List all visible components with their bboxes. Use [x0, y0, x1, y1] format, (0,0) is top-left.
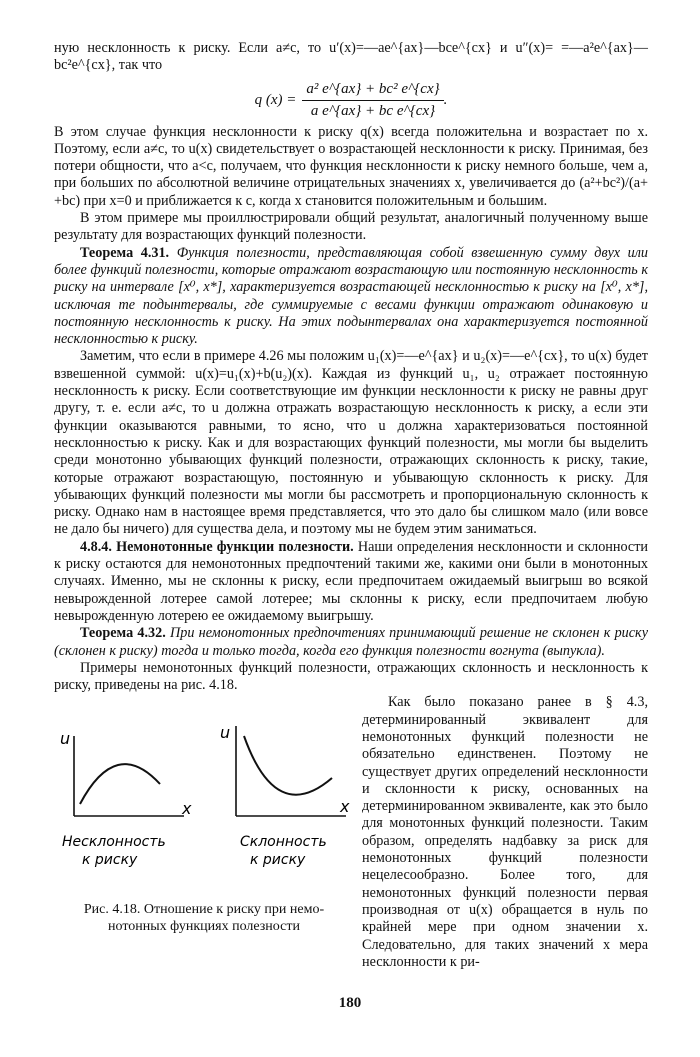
formula-end: . — [443, 91, 448, 108]
theorem-4-31-text: Функция полезности, представляющая собой взвешенную сумму двух или более функций полезности, которые отражают возрастающую или постоянную несклонность к риску на интервале [x⁰, x*], характеризуется возрастающей несклонностью к риску на [x⁰, x*], исключая те подынтервалы, где суммируемые с весами функции отражают одинаковую и постоянную несклонность к риску. На этих подынтервалах она характеризуется постоянной несклонностью к риску. — [54, 244, 648, 348]
formula-denominator: a e^{ax} + bc e^{cx} — [310, 102, 436, 119]
figure-4-18 — [54, 694, 354, 971]
formula-fraction — [302, 81, 443, 120]
right-plot-label-2: к риску — [250, 852, 306, 869]
paragraph-6: Как было показано ранее в § 4.3, детерминированный эквивалент для немонотонных функций полезности не обязательно единственен. Поэтому не существует других определений несклонности и склонности к риску, основанных на детерминированном эквиваленте, как это было для монотонных функций полезности. Таким образом, определять надбавку за риск для немонотонных функций полезности нецелесообразно. Более того, для немонотонных функций полезности первая производная от u(x) обращается в нуль по крайней мере при одном значении x. Следовательно, для таких значений x мера несклонности к ри- — [362, 694, 648, 970]
paragraph-3: В этом примере мы проиллюстрировали общий результат, аналогичный полученному выше результату для возрастающих функций полезности. — [54, 210, 648, 244]
page-number: 180 — [338, 995, 362, 1011]
section-4-8-4-text: Наши определения несклонности и склонности к риску остаются для немонотонных предпочтений такими же, какими они были в монотонных случаях. Именно, мы не склонны к риску, если предпочитаем ожидаемый выигрыш во всякой невырожденной лотерее самой лотерее; мы склонны к риску, если предпочитаем любую невырожденную лотерею ее ожидаемому выигрышу. — [54, 538, 649, 624]
concave-curve — [80, 765, 160, 805]
theorem-4-32-label: Теорема 4.32. — [80, 625, 166, 642]
paragraph-5: Примеры немонотонных функций полезности, отражающих склонность и несклонность к риску, приведены на рис. 4.18. — [54, 659, 648, 694]
right-axis-x-label: x — [340, 797, 350, 817]
paragraph-4: Заметим, что если в примере 4.26 мы положим u₁(x)=—e^{ax} и u₂(x)=—e^{cx}, то u(x) будет взвешенной суммой: u(x)=u₁(x)+b(u₂)(x). Каждая из функций u₁, u₂ отражает постоянную несклонность к риску. Если соответствующие им функции несклонности к риску не равны друг другу, т. е. если a≠c, то u должна отражать возрастающую несклонность к риску, а если эти функции оказываются равными, то ясно, что u должна характеризоваться постоянной несклонностью к риску. Как и для возрастающих функций полезности, мы могли бы выделить среди монотонно убывающих функций полезности, отражающих склонность к риску, такие, которые отражают возрастающую, постоянную и убывающую склонность к риску. Для убывающих функций полезности мы могли бы рассмотреть и пропорциональную склонность к риску. Однако нам в настоящее время представляется, что это дало бы слишком мало (или вовсе не дало бы ничего) для существа дела, и поэтому мы не будем этим заниматься. — [54, 348, 648, 538]
left-axis-y-label: u — [60, 729, 71, 749]
figure-4-18-graph — [54, 716, 354, 894]
convex-curve — [244, 736, 332, 795]
left-plot-label-2: к риску — [82, 852, 138, 869]
figure-caption — [54, 901, 354, 935]
theorem-4-32-text: При немонотонных предпочтениях принимающий решение не склонен к риску (склонен к риску) тогда и только тогда, когда его функция полезности вогнута (выпукла). — [54, 625, 648, 659]
paragraph-1: ную несклонность к риску. Если a≠c, то u′(x)=—ae^{ax}—bce^{cx} и u″(x)= =—a²e^{ax}—bc²e^{cx}, так что — [54, 40, 648, 74]
figure-caption-line-2: нотонных функциях полезности — [108, 919, 300, 935]
formula-numerator: a² e^{ax} + bc² e^{cx} — [302, 81, 443, 101]
paragraph-2: В этом случае функция несклонности к риску q(x) всегда положительна и возрастает по x. Поэтому, если a≠c, то u(x) свидетельствует о возрастающей несклонности к риску. Принимая, без потери общности, что a<c, получаем, что функция несклонности к риску немного больше, чем a, при больших по абсолютной величине отрицательных значениях x, увеличивается до (a²+bc²)/(a+ +bc) при x=0 и приближается к c, когда x становится положительным и большим. — [54, 123, 648, 209]
theorem-4-31-label: Теорема 4.31. — [80, 244, 170, 261]
section-4-8-4 — [54, 539, 648, 625]
right-plot-label-1: Склонность — [240, 834, 327, 851]
section-4-8-4-label: 4.8.4. Немонотонные функции полезности. — [80, 538, 354, 555]
right-column — [362, 694, 648, 971]
page-body — [54, 40, 648, 971]
theorem-4-32 — [54, 625, 648, 660]
formula-lhs: q (x) = — [254, 91, 297, 108]
figure-caption-line-1: Рис. 4.18. Отношение к риску при немо- — [83, 902, 325, 918]
formula-q — [54, 81, 648, 120]
theorem-4-31 — [54, 245, 648, 349]
left-axis-x-label: x — [182, 799, 192, 819]
figure-and-text — [54, 694, 648, 971]
right-axis-y-label: u — [220, 723, 231, 743]
left-plot-label-1: Несклонность — [62, 834, 166, 851]
